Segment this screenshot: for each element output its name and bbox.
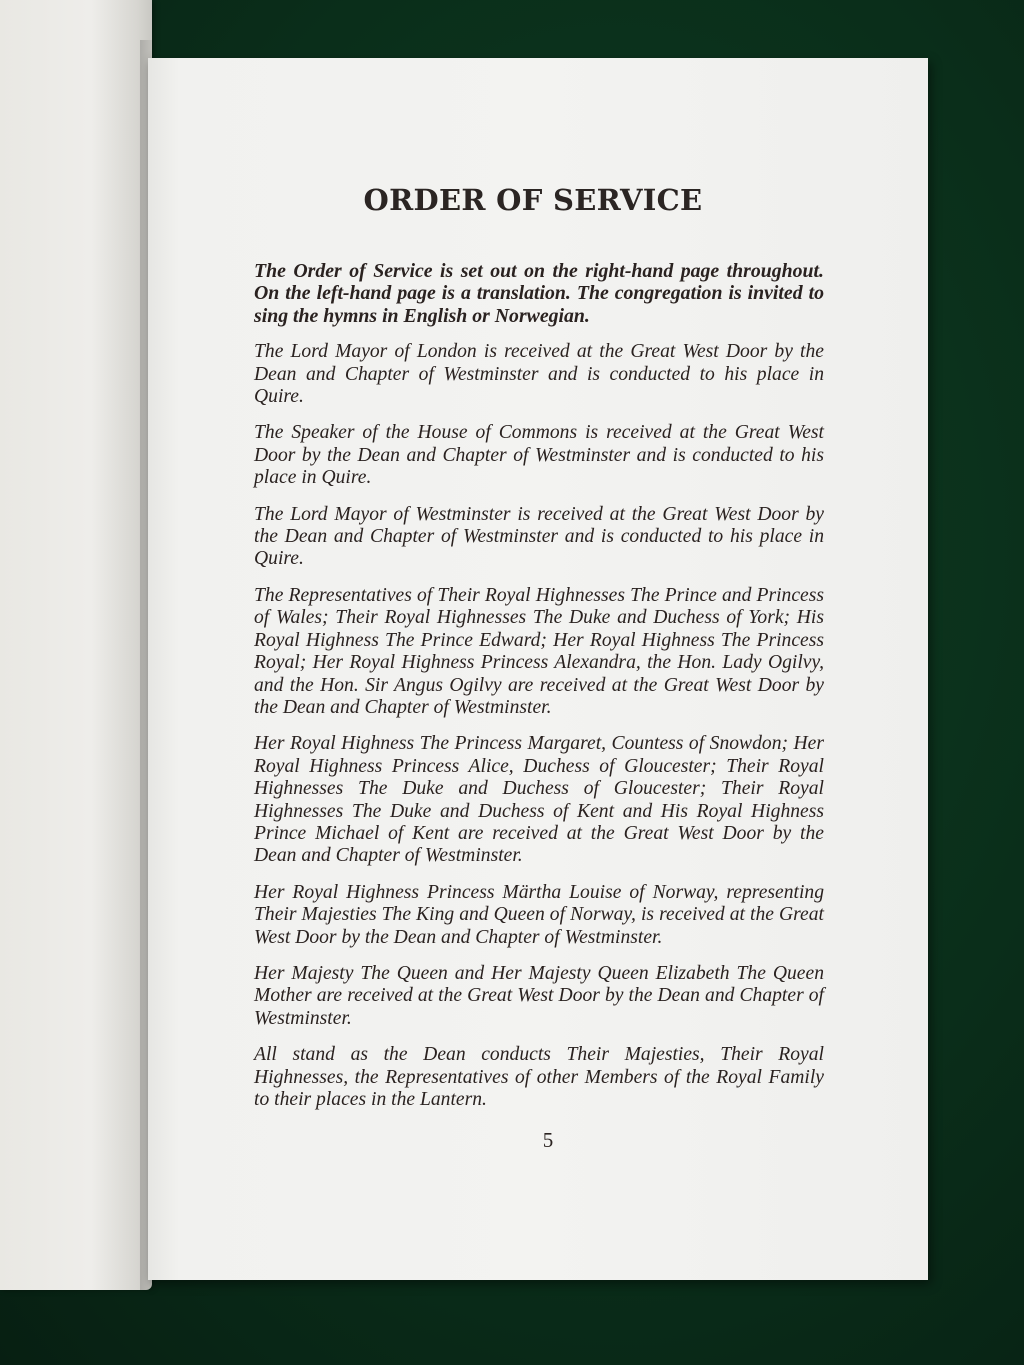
- paragraph-lord-mayor-london: The Lord Mayor of London is received at the Great West Door by the Dean and Chapter of Westminster and is conducted to his place in Quire.: [254, 341, 824, 408]
- intro-paragraph: The Order of Service is set out on the right-hand page throughout. On the left-hand page is a translation. The congregation is invited to sing the hymns in English or Norwegian.: [254, 260, 824, 327]
- paragraph-representatives: The Representatives of Their Royal Highnesses The Prince and Princess of Wales; Their Royal Highnesses The Duke and Duchess of York; His Royal Highness The Prince Edward; Her Royal Highness The Princess Royal; Her Royal Highness Princess Alexandra, the Hon. Lady Ogilvy, and the Hon. Sir Angus Ogilvy are received at the Great West Door by the Dean and Chapter of Westminster.: [254, 584, 824, 718]
- page-number: 5: [542, 1128, 554, 1152]
- paragraph-the-queen: Her Majesty The Queen and Her Majesty Queen Elizabeth The Queen Mother are received at the Great West Door by the Dean and Chapter of Westminster.: [254, 962, 824, 1029]
- right-page: [148, 58, 928, 1280]
- paragraph-all-stand: All stand as the Dean conducts Their Majesties, Their Royal Highnesses, the Representatives of other Members of the Royal Family to their places in the Lantern.: [254, 1044, 824, 1110]
- paragraph-royal-highnesses: Her Royal Highness The Princess Margaret, Countess of Snowdon; Her Royal Highness Princess Alice, Duchess of Gloucester; Their Royal Highnesses The Duke and Duchess of Gloucester; Their Royal Highnesses The Duke and Duchess of Kent and His Royal Highness Prince Michael of Kent are received at the Great West Door by the Dean and Chapter of Westminster.: [254, 733, 824, 867]
- service-text: [254, 260, 824, 1125]
- paragraph-speaker: The Speaker of the House of Commons is received at the Great West Door by the Dean and Chapter of Westminster and is conducted to his place in Quire.: [254, 422, 824, 489]
- paragraph-lord-mayor-westminster: The Lord Mayor of Westminster is received at the Great West Door by the Dean and Chapter of Westminster and is conducted to his place in Quire.: [254, 503, 824, 570]
- paragraph-princess-martha-louise: Her Royal Highness Princess Märtha Louise of Norway, representing Their Majesties The King and Queen of Norway, is received at the Great West Door by the Dean and Chapter of Westminster.: [254, 881, 824, 948]
- left-page: [0, 0, 152, 1290]
- page-title: ORDER OF SERVICE: [363, 183, 703, 217]
